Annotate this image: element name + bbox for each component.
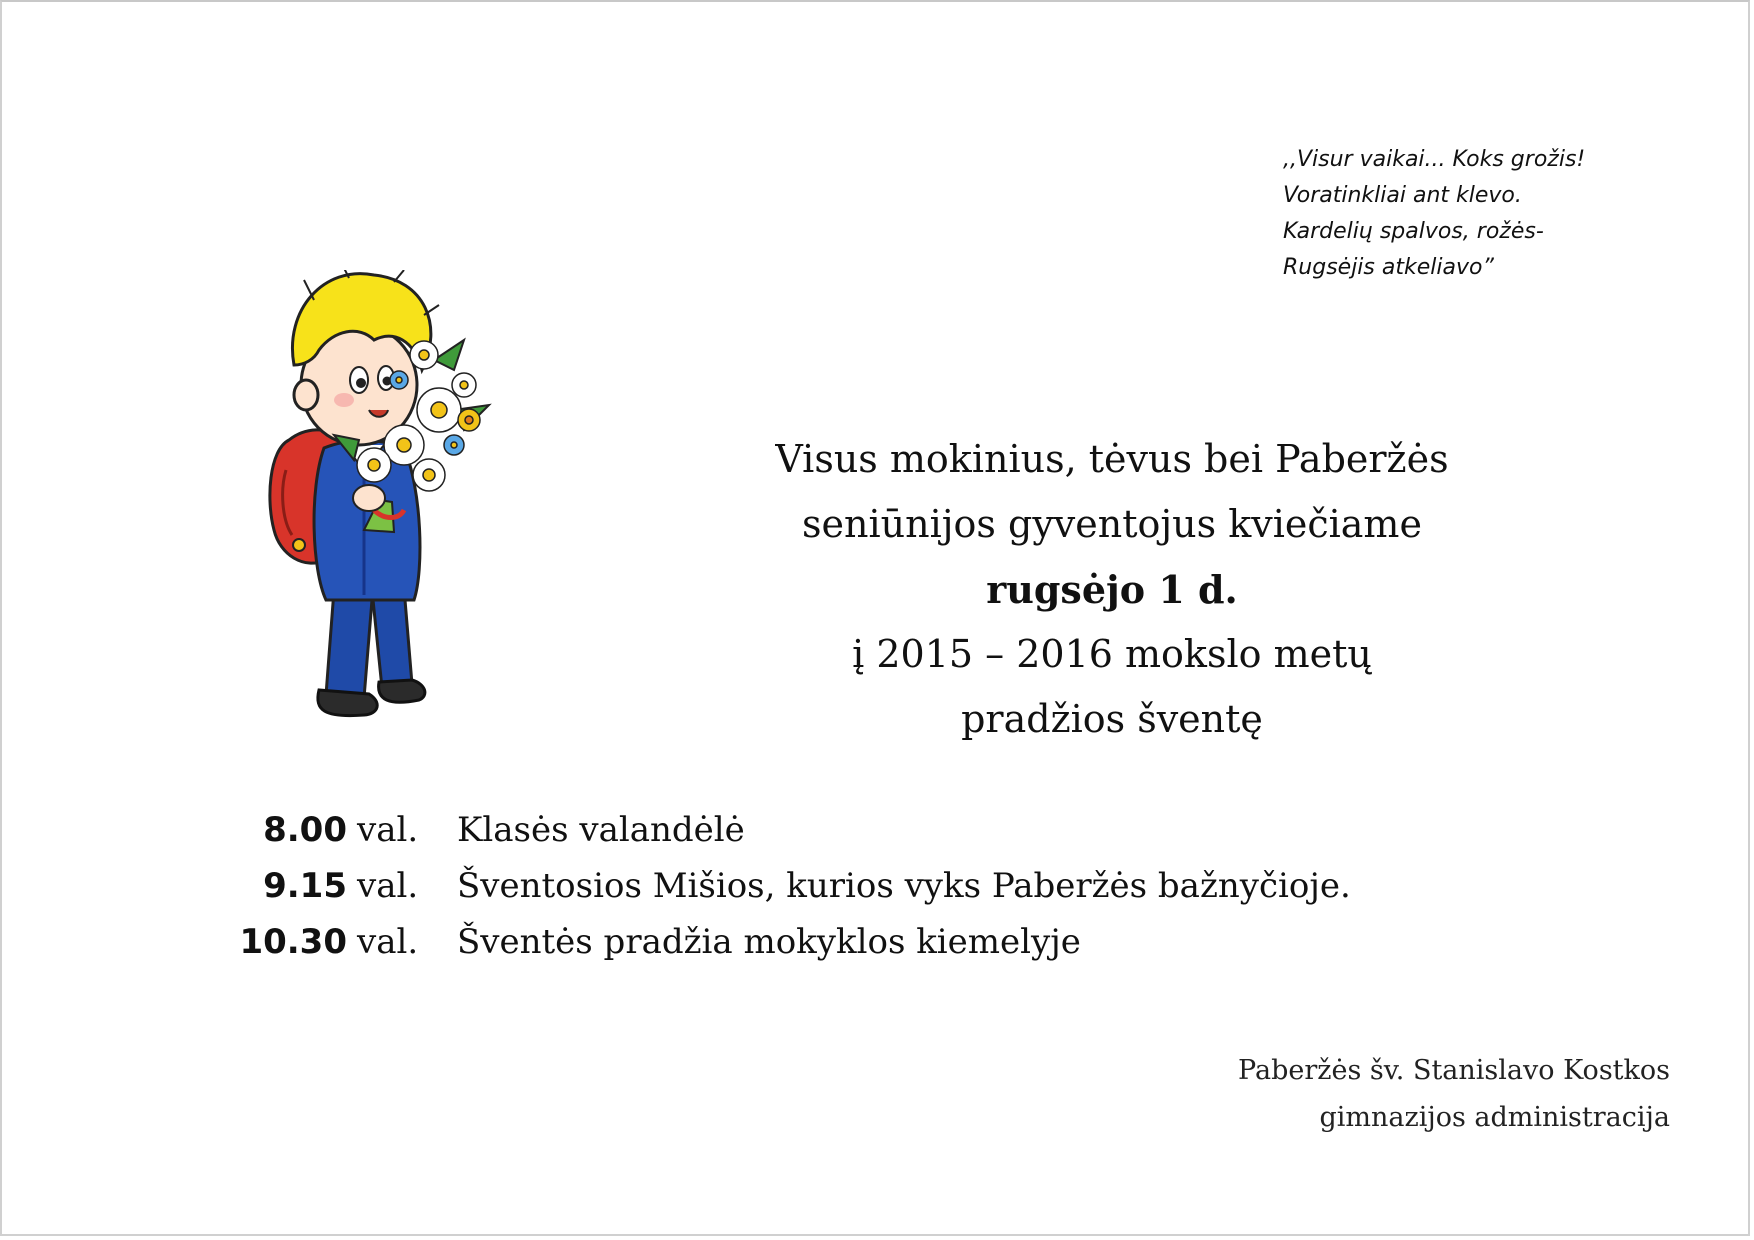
schedule-list — [222, 802, 1351, 970]
invitation-line: seniūnijos gyventojus kviečiame — [802, 502, 1422, 546]
invitation-line: pradžios šventę — [961, 697, 1263, 741]
poem-line: ,,Visur vaikai... Koks grožis! — [1283, 147, 1586, 172]
schedule-row — [222, 802, 1351, 858]
schedule-time: 8.00 — [263, 810, 347, 850]
poem-epigraph — [1283, 142, 1585, 286]
invitation-text — [692, 427, 1532, 752]
schedule-unit: val. — [357, 922, 419, 962]
schedule-unit: val. — [357, 810, 419, 850]
schedule-event: Šventosios Mišios, kurios vyks Paberžės bažnyčioje. — [457, 866, 1351, 906]
schedule-row — [222, 914, 1351, 970]
schoolboy-with-flowers-illustration — [264, 270, 554, 730]
schedule-event: Šventės pradžia mokyklos kiemelyje — [457, 922, 1081, 962]
schedule-unit: val. — [357, 866, 419, 906]
signature-line: Paberžės šv. Stanislavo Kostkos — [1238, 1055, 1670, 1086]
schedule-row — [222, 858, 1351, 914]
schedule-time: 9.15 — [263, 866, 347, 906]
schedule-event: Klasės valandėlė — [457, 810, 745, 850]
schedule-time: 10.30 — [239, 922, 347, 962]
poem-line: Voratinkliai ant klevo. — [1283, 183, 1522, 208]
poem-line: Kardelių spalvos, rožės- — [1283, 219, 1544, 244]
poem-line: Rugsėjis atkeliavo” — [1283, 255, 1494, 280]
invitation-date: rugsėjo 1 d. — [986, 567, 1238, 612]
invitation-line: į 2015 – 2016 mokslo metų — [852, 632, 1372, 676]
signature-line: gimnazijos administracija — [1319, 1102, 1670, 1133]
invitation-line: Visus mokinius, tėvus bei Paberžės — [775, 437, 1449, 481]
signature-block — [1238, 1047, 1670, 1141]
